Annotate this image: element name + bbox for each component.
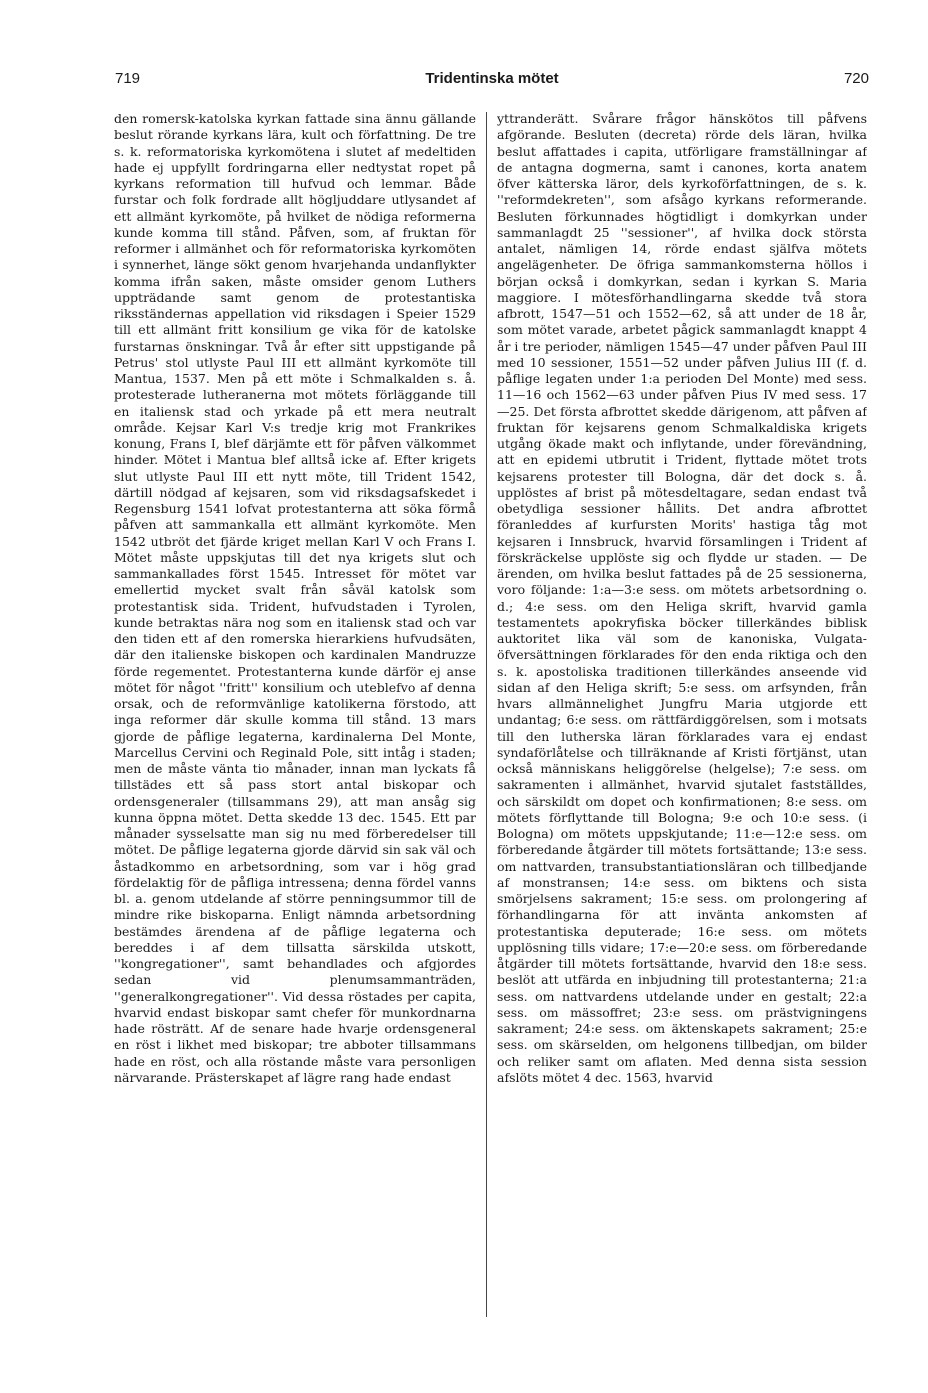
left-column	[114, 111, 476, 1321]
running-title: Tridentinska mötet	[425, 70, 559, 87]
right-column	[497, 111, 867, 1321]
page-number-right: 720	[843, 70, 869, 87]
column-divider	[486, 112, 487, 1317]
right-column-text: yttranderätt. Svårare frågor hänskötos till påfvens afgörande. Besluten (decreta) rörde dels läran, hvilka beslut affattades i capita, utförligare framställningar af de antagna dogmerna, samt i canones, korta anatem öfver kätterska läror, dels kyrkoförfattningen, de s. k. ''reformdekreten'', som afsågo kyrkans reformerande. Besluten förkunnades högtidligt i domkyrkan under sammanlagdt 25 ''sessioner'', af hvilka dock största antalet, nämligen 14, rörde endast själfva mötets angelägenheter. De öfriga sammankomsterna höllos i början också i domkyrkan, sedan i kyrkan S. Maria maggiore. I mötesförhandlingarna skedde två stora afbrott, 1547—51 och 1552—62, så att under de 18 år, som mötet varade, arbetet pågick sammanlagdt knappt 4 år i tre perioder, nämligen 1545—47 under påfven Paul III med 10 sessioner, 1551—52 under påfven Julius III (f. d. påflige legaten under 1:a perioden Del Monte) med sess. 11—16 och 1562—63 under påfven Pius IV med sess. 17—25. Det första afbrottet skedde därigenom, att påfven af fruktan för kejsarens genom Schmalkaldiska krigets utgång ökade makt och inflytande, under förevändning, att en epidemi utbrutit i Trident, flyttade mötet trots kejsarens protester till Bologna, där det dock s. å. upplöstes af brist på mötesdeltagare, sedan endast två obetydliga sessioner hållits. Det andra afbrottet föranleddes af kurfursten Morits' hastiga tåg mot kejsaren i Innsbruck, hvarvid församlingen i Trident af förskräckelse upplöste sig och flydde ur staden. — De ärenden, om hvilka beslut fattades på de 25 sessionerna, voro följande: 1:a—3:e sess. om mötets arbetsordning o. d.; 4:e sess. om den Heliga skrift, hvarvid gamla testamentets apokryfiska böcker tillerkändes biblisk auktoritet lika väl som de kanoniska, Vulgata-öfversättningen förklarades för den enda riktiga och den s. k. apostoliska traditionen tillerkändes anseende vid sidan af den Heliga skrift; 5:e sess. om arfsynden, från hvars allmännelighet Jungfru Maria utgjorde ett undantag; 6:e sess. om rättfärdiggörelsen, som i motsats till den lutherska läran förklarades vara ej endast syndaförlåtelse och tillräknande af Kristi förtjänst, utan också människans heliggörelse (helgelse); 7:e sess. om sakramenten i allmänhet, hvarvid sjutalet fastställdes, och särskildt om dopet och konfirmationen; 8:e sess. om mötets förflyttande till Bologna; 9:e och 10:e sess. (i Bologna) om mötets uppskjutande; 11:e—12:e sess. om förberedande åtgärder till mötets fortsättande; 13:e sess. om nattvarden, transubstantiationsläran och tillbedjande af monstransen; 14:e sess. om biktens och sista smörjelsens sakrament; 15:e sess. om prolongering af förhandlingarna för att invänta ankomsten af protestantiska deputerade; 16:e sess. om mötets upplösning tills vidare; 17:e—20:e sess. om förberedande åtgärder till mötets fortsättande, hvarvid den 18:e sess. beslöt att utfärda en inbjudning till protestanterna; 21:a sess. om nattvardens utdelande under en gestalt; 22:a sess. om mässoffret; 23:e sess. om prästvigningens sakrament; 24:e sess. om äktenskapets sakrament; 25:e sess. om skärselden, om helgonens tillbedjan, om bilder och reliker samt om aflaten. Med denna sista session afslöts mötet 4 dec. 1563, hvarvid	[497, 111, 867, 1085]
page-number-left: 719	[115, 70, 141, 87]
left-column-text: den romersk-katolska kyrkan fattade sina ännu gällande beslut rörande kyrkans lära, kult och författning. De tre s. k. reformatoriska kyrkomötena i slutet af medeltiden hade ej uppfyllt fordringarna eller nedtystat ropet på kyrkans reformation till hufvud och lemmar. Både furstar och folk fordrade allt högljuddare utlysandet af ett allmänt kyrkomöte, på hvilket de nödiga reformerna kunde komma till stånd. Påfven, som, af fruktan för reformer i allmänhet och för reformatoriska kyrkomöten i synnerhet, länge sökt genom hvarjehanda undanflykter komma ifrån saken, måste omsider genom Luthers uppträdande samt genom de protestantiska riksständernas appellation vid riksdagen i Speier 1529 till ett allmänt fritt konsilium ge vika för de katolske furstarnas önskningar. Två år efter sitt uppstigande på Petrus' stol utlyste Paul III ett allmänt kyrkomöte till Mantua, 1537. Men på ett möte i Schmalkalden s. å. protesterade lutheranerna mot mötets förläggande till en italiensk stad och yrkade på ett mera neutralt område. Kejsar Karl V:s tredje krig mot Frankrikes konung, Frans I, blef därjämte ett för påfven välkommet hinder. Mötet i Mantua blef alltså icke af. Efter krigets slut utlyste Paul III ett nytt möte, till Trident 1542, därtill nödgad af kejsaren, som vid riksdagsafskedet i Regensburg 1541 lofvat protestanterna att söka förmå påfven att sammankalla ett allmänt kyrkomöte. Men 1542 utbröt det fjärde kriget mellan Karl V och Frans I. Mötet måste uppskjutas till det nya krigets slut och sammankallades först 1545. Intresset för mötet var emellertid mycket svalt från såväl katolsk som protestantisk sida. Trident, hufvudstaden i Tyrolen, kunde betraktas nära nog som en italiensk stad och var den tiden ett af den romerska hierarkiens hufvudsäten, där den italienske biskopen och kardinalen Mandruzze förde regementet. Protestanterna kunde därför ej anse mötet för något ''fritt'' konsilium och uteblefvo af denna orsak, och de reformvänlige katolikerna förstodo, att inga reformer där skulle komma till stånd. 13 mars gjorde de påflige legaterna, kardinalerna Del Monte, Marcellus Cervini och Reginald Pole, sitt intåg i staden; men de måste vänta tio månader, innan man lyckats få tillstädes ett så pass stort antal biskopar och ordensgeneraler (tillsammans 29), att man ansåg sig kunna öppna mötet. Detta skedde 13 dec. 1545. Ett par månader sysselsatte man sig nu med förberedelser till mötet. De påflige legaterna gjorde därvid sin sak väl och åstadkommo en arbetsordning, som var i hög grad fördelaktig för de påfliga intressena; denna fördel vanns bl. a. genom utdelande af större penningsummor till de mindre rike biskoparna. Enligt nämnda arbetsordning bestämdes ärendena af de påflige legaterna och bereddes i af dem tillsatta särskilda utskott, ''kongregationer'', samt behandlades och afgjordes sedan vid plenumsammanträden, ''generalkongregationer''. Vid dessa röstades per capita, hvarvid endast biskopar samt chefer för munkordnarna hade rösträtt. Af de senare hade hvarje ordensgeneral en röst i likhet med biskopar; tre abboter tillsammans hade en röst, och alla röstande måste vara personligen närvarande. Prästerskapet af lägre rang hade endast	[114, 111, 476, 1085]
running-header	[115, 70, 869, 100]
